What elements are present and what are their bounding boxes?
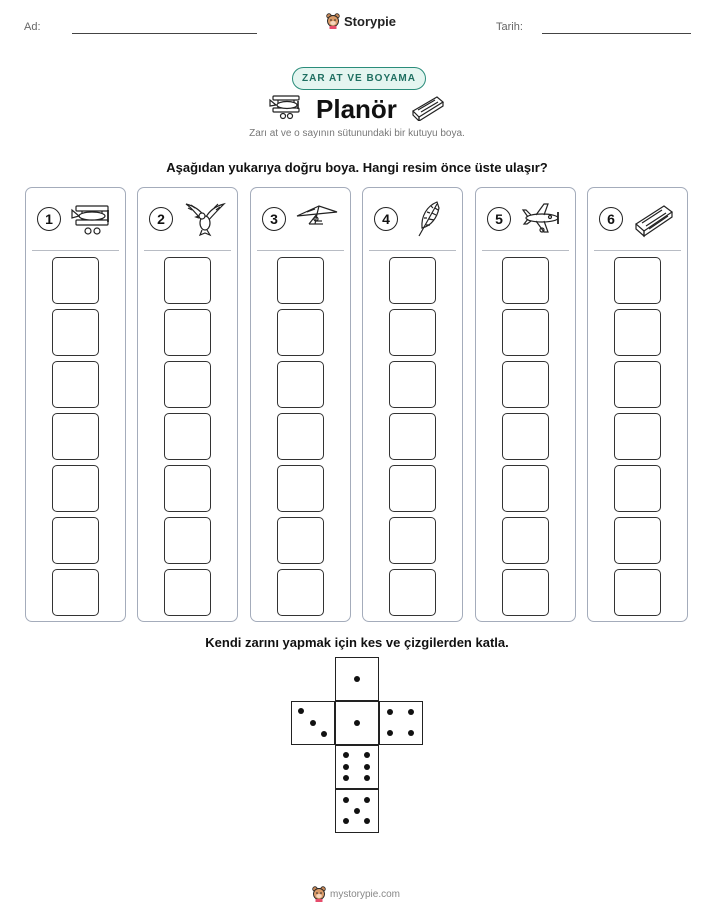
column-divider xyxy=(482,250,569,251)
color-box[interactable] xyxy=(52,309,99,356)
color-box[interactable] xyxy=(52,465,99,512)
propeller-plane-icon xyxy=(520,200,564,238)
color-box[interactable] xyxy=(614,413,661,460)
color-box[interactable] xyxy=(164,465,211,512)
column-divider xyxy=(32,250,119,251)
color-box[interactable] xyxy=(164,517,211,564)
color-box[interactable] xyxy=(164,413,211,460)
color-box[interactable] xyxy=(277,465,324,512)
dice-face-5 xyxy=(335,789,379,833)
dice-face-6 xyxy=(335,745,379,789)
dice-face-3 xyxy=(291,701,335,745)
color-box[interactable] xyxy=(614,465,661,512)
color-box[interactable] xyxy=(389,413,436,460)
name-label: Ad: xyxy=(24,21,41,33)
dice-instruction: Kendi zarını yapmak için kes ve çizgilerden katla. xyxy=(205,635,509,650)
color-box[interactable] xyxy=(502,413,549,460)
color-box[interactable] xyxy=(52,257,99,304)
column-4 xyxy=(362,187,463,622)
color-box[interactable] xyxy=(277,569,324,616)
color-box[interactable] xyxy=(614,517,661,564)
dice-pip xyxy=(364,818,370,824)
dice-pip xyxy=(364,797,370,803)
column-header xyxy=(588,188,687,250)
color-box[interactable] xyxy=(277,361,324,408)
dice-face-1 xyxy=(335,701,379,745)
dice-pip xyxy=(298,708,304,714)
color-box[interactable] xyxy=(389,569,436,616)
dice-pip xyxy=(387,709,393,715)
dice-pip xyxy=(354,720,360,726)
column-header xyxy=(26,188,125,250)
color-box[interactable] xyxy=(164,361,211,408)
dice-pip xyxy=(364,752,370,758)
brand-logo xyxy=(326,13,396,29)
bear-mascot-icon xyxy=(312,886,326,902)
eagle-icon xyxy=(182,200,226,238)
column-number: 2 xyxy=(149,207,173,231)
dice-pip xyxy=(387,730,393,736)
name-line[interactable] xyxy=(72,33,257,34)
activity-badge: ZAR AT VE BOYAMA xyxy=(292,67,426,90)
dice-pip xyxy=(343,764,349,770)
color-box[interactable] xyxy=(52,413,99,460)
column-header xyxy=(476,188,575,250)
dice-pip xyxy=(343,775,349,781)
color-box[interactable] xyxy=(389,361,436,408)
date-line[interactable] xyxy=(542,33,691,34)
color-box[interactable] xyxy=(164,569,211,616)
color-box[interactable] xyxy=(614,361,661,408)
brand-name: Storypie xyxy=(344,13,397,29)
column-divider xyxy=(144,250,231,251)
column-6 xyxy=(587,187,688,622)
color-box[interactable] xyxy=(502,309,549,356)
color-box[interactable] xyxy=(502,257,549,304)
wooden-plank-icon xyxy=(410,93,446,121)
instruction-text: Aşağıdan yukarıya doğru boya. Hangi resim önce üste ulaşır? xyxy=(166,160,548,175)
dice-pip xyxy=(343,797,349,803)
date-label: Tarih: xyxy=(496,21,523,33)
column-header xyxy=(251,188,350,250)
column-number: 3 xyxy=(262,207,286,231)
column-divider xyxy=(257,250,344,251)
color-box[interactable] xyxy=(389,257,436,304)
footer xyxy=(312,886,400,902)
dice-pip xyxy=(364,775,370,781)
column-divider xyxy=(594,250,681,251)
color-box[interactable] xyxy=(52,569,99,616)
color-box[interactable] xyxy=(277,257,324,304)
color-box[interactable] xyxy=(389,517,436,564)
dice-pip xyxy=(354,808,360,814)
color-box[interactable] xyxy=(389,465,436,512)
color-box[interactable] xyxy=(614,257,661,304)
color-box[interactable] xyxy=(52,361,99,408)
color-box[interactable] xyxy=(164,257,211,304)
bear-mascot-icon xyxy=(326,13,340,29)
biplane-icon xyxy=(70,200,114,238)
subtitle: Zarı at ve o sayının sütunundaki bir kutuyu boya. xyxy=(249,128,465,139)
color-box[interactable] xyxy=(277,309,324,356)
column-5 xyxy=(475,187,576,622)
color-box[interactable] xyxy=(502,569,549,616)
dice-pip xyxy=(408,730,414,736)
color-box[interactable] xyxy=(502,465,549,512)
color-box[interactable] xyxy=(614,569,661,616)
footer-url[interactable]: mystorypie.com xyxy=(330,888,401,900)
dice-face-1 xyxy=(335,657,379,701)
column-number: 1 xyxy=(37,207,61,231)
dice-pip xyxy=(310,720,316,726)
dice-pip xyxy=(343,752,349,758)
page-title: Planör xyxy=(316,94,397,124)
column-3 xyxy=(250,187,351,622)
dice-pip xyxy=(321,731,327,737)
dice-pip xyxy=(354,676,360,682)
feather-icon xyxy=(407,200,451,238)
color-box[interactable] xyxy=(277,413,324,460)
color-box[interactable] xyxy=(502,517,549,564)
column-number: 5 xyxy=(487,207,511,231)
dice-pip xyxy=(408,709,414,715)
column-header xyxy=(138,188,237,250)
hang-glider-icon xyxy=(295,200,339,238)
color-box[interactable] xyxy=(614,309,661,356)
dice-pip xyxy=(343,818,349,824)
color-box[interactable] xyxy=(164,309,211,356)
dice-pip xyxy=(364,764,370,770)
column-1 xyxy=(25,187,126,622)
dice-face-4 xyxy=(379,701,423,745)
column-divider xyxy=(369,250,456,251)
column-number: 6 xyxy=(599,207,623,231)
column-header xyxy=(363,188,462,250)
column-number: 4 xyxy=(374,207,398,231)
color-box[interactable] xyxy=(389,309,436,356)
column-2 xyxy=(137,187,238,622)
color-box[interactable] xyxy=(277,517,324,564)
biplane-icon xyxy=(268,93,304,121)
color-box[interactable] xyxy=(52,517,99,564)
color-box[interactable] xyxy=(502,361,549,408)
wooden-plank-icon xyxy=(632,200,676,238)
